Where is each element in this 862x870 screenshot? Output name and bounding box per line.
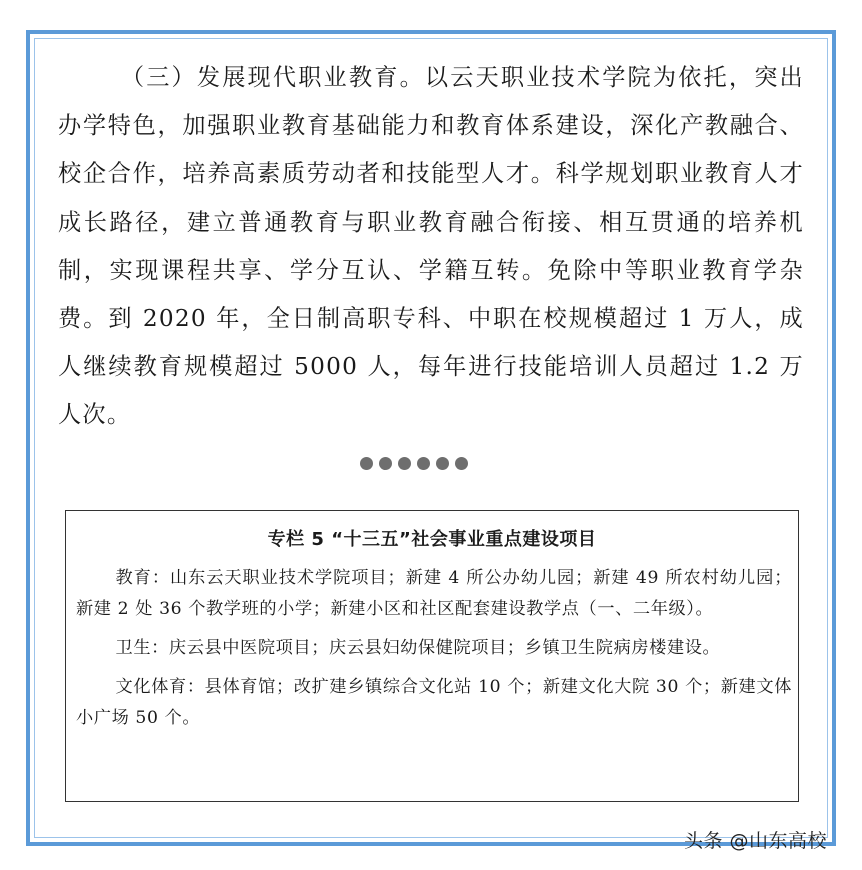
divider-dot [360, 457, 373, 470]
box-item-culture-sports: 文化体育：县体育馆；改扩建乡镇综合文化站 10 个；新建文化大院 30 个；新建文体小广场 50 个。 [76, 677, 792, 728]
divider-dot [417, 457, 430, 470]
divider-dot [379, 457, 392, 470]
paragraph-body: 。以云天职业技术学院为依托，突出办学特色，加强职业教育基础能力和教育体系建设，深化产教融合、校企合作，培养高素质劳动者和技能型人才。科学规划职业教育人才成长路径，建立普通教育与职业教育融合衔接、相互贯通的培养机制，实现课程共享、学分互认、学籍互转。免除中等职业教育学杂费。到 2020 年，全日制高职专科、中职在校规模超过 1 万人，成人继续教育规模超过 5000 人，每年进行技能培训人员超过 1.2 万人次。 [58, 64, 804, 429]
paragraph-heading: （三）发展现代职业教育 [120, 64, 400, 91]
watermark: 头条 @山东高校 [684, 830, 828, 852]
divider-dot [398, 457, 411, 470]
divider-dot [436, 457, 449, 470]
box-item-health: 卫生：庆云县中医院项目；庆云县妇幼保健院项目；乡镇卫生院病房楼建设。 [115, 638, 721, 658]
section-divider-dots [360, 457, 468, 470]
paragraph-section-3 [58, 54, 804, 440]
box-item-education: 教育：山东云天职业技术学院项目；新建 4 所公办幼儿园；新建 49 所农村幼儿园；新建 2 处 36 个教学班的小学；新建小区和社区配套建设教学点（一、二年级）。 [76, 568, 792, 619]
project-column-box [65, 510, 799, 802]
box-body [76, 563, 792, 734]
divider-dot [455, 457, 468, 470]
box-title: 专栏 5 “十三五”社会事业重点建设项目 [267, 529, 597, 550]
